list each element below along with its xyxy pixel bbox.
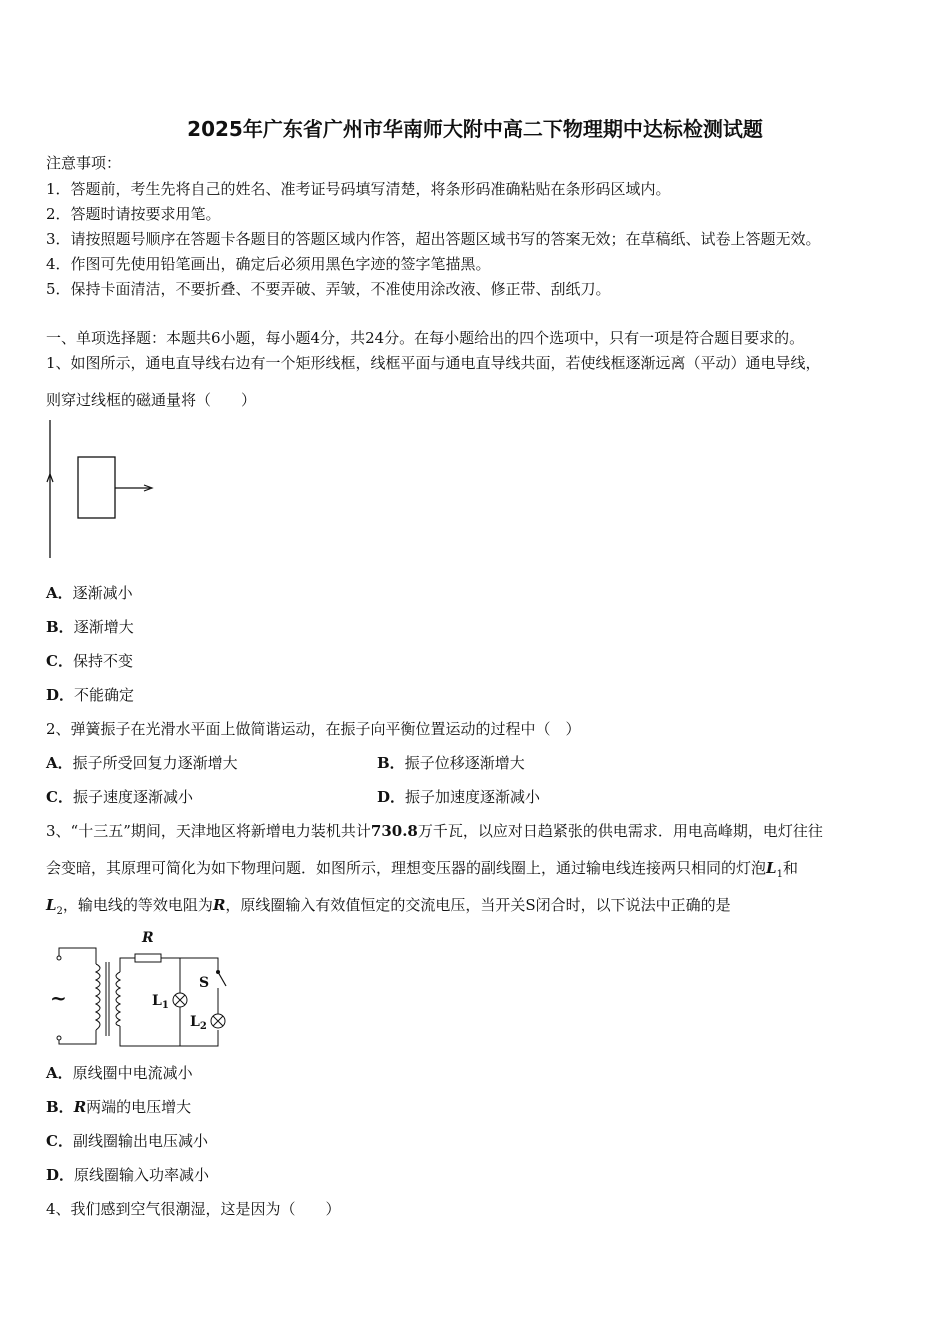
primary-coil bbox=[96, 964, 100, 1030]
q4-stem: 4、我们感到空气很潮湿，这是因为（ ） bbox=[46, 1200, 341, 1218]
q3-stem-line1: 3、“十三五”期间，天津地区将新增电力装机共计730.8万千瓦，以应对日趋紧张的供电需求．用电高峰期，电灯往往 bbox=[46, 822, 823, 840]
switch-s bbox=[218, 972, 226, 986]
q3-stem-line3: $L_2$，输电线的等效电阻为R，原线圈输入有效值恒定的交流电压，当开关S闭合时，以下说法中正确的是 bbox=[46, 896, 731, 917]
q1-stem-line2: 则穿过线框的磁通量将（ ） bbox=[46, 391, 257, 409]
q3-circuit-diagram bbox=[40, 926, 240, 1052]
q1-diagram bbox=[40, 418, 160, 560]
rectangular-loop bbox=[78, 457, 115, 518]
notice-item: 3．请按照题号顺序在答题卡各题目的答题区域内作答，超出答题区域书写的答案无效；在草稿纸、试卷上答题无效。 bbox=[46, 230, 821, 248]
ac-source-label: ~ bbox=[50, 986, 67, 1010]
page-title: 2025年广东省广州市华南师大附中高二下物理期中达标检测试题 bbox=[187, 117, 763, 141]
resistor-r bbox=[135, 954, 161, 962]
q1-option-d[interactable]: D．不能确定 bbox=[46, 686, 135, 704]
bulb-l1-label: $L_1$ bbox=[152, 993, 169, 1011]
switch-label: S bbox=[199, 975, 210, 991]
q1-option-c[interactable]: C．保持不变 bbox=[46, 652, 133, 670]
q2-option-d[interactable]: D．振子加速度逐渐减小 bbox=[377, 788, 541, 806]
secondary-coil bbox=[116, 972, 120, 1026]
q3-option-d[interactable]: D．原线圈输入功率减小 bbox=[46, 1166, 210, 1184]
q2-option-c[interactable]: C．振子速度逐渐减小 bbox=[46, 788, 193, 806]
q1-stem-line1: 1、如图所示，通电直导线右边有一个矩形线框，线框平面与通电直导线共面，若使线框逐渐远离（平动）通电导线， bbox=[46, 354, 821, 372]
notice-item: 5．保持卡面清洁，不要折叠、不要弄破、弄皱，不准使用涂改液、修正带、刮纸刀。 bbox=[46, 280, 611, 298]
notice-heading: 注意事项： bbox=[46, 154, 122, 172]
q3-option-a[interactable]: A．原线圈中电流减小 bbox=[46, 1064, 193, 1082]
q3-option-c[interactable]: C．副线圈输出电压减小 bbox=[46, 1132, 208, 1150]
q2-option-a[interactable]: A．振子所受回复力逐渐增大 bbox=[46, 754, 238, 772]
q1-option-a[interactable]: A．逐渐减小 bbox=[46, 584, 133, 602]
notice-item: 4．作图可先使用铅笔画出，确定后必须用黑色字迹的签字笔描黑。 bbox=[46, 255, 491, 273]
q3-stem-line2: 会变暗，其原理可简化为如下物理问题．如图所示，理想变压器的副线圈上，通过输电线连接两只相同的灯泡$L_1$和 bbox=[46, 859, 798, 880]
section-heading: 一、单项选择题：本题共6小题，每小题4分，共24分。在每小题给出的四个选项中，只有一项是符合题目要求的。 bbox=[46, 329, 805, 347]
q2-stem: 2、弹簧振子在光滑水平面上做简谐运动，在振子向平衡位置运动的过程中（ ） bbox=[46, 720, 581, 738]
q3-option-b[interactable]: B．R两端的电压增大 bbox=[46, 1098, 192, 1116]
q2-option-b[interactable]: B．振子位移逐渐增大 bbox=[377, 754, 525, 772]
notice-item: 2．答题时请按要求用笔。 bbox=[46, 205, 221, 223]
q1-option-b[interactable]: B．逐渐增大 bbox=[46, 618, 134, 636]
resistor-label: R bbox=[142, 930, 154, 946]
bulb-l2-label: $L_2$ bbox=[190, 1014, 207, 1032]
notice-item: 1．答题前，考生先将自己的姓名、准考证号码填写清楚，将条形码准确粘贴在条形码区域内。 bbox=[46, 180, 671, 198]
